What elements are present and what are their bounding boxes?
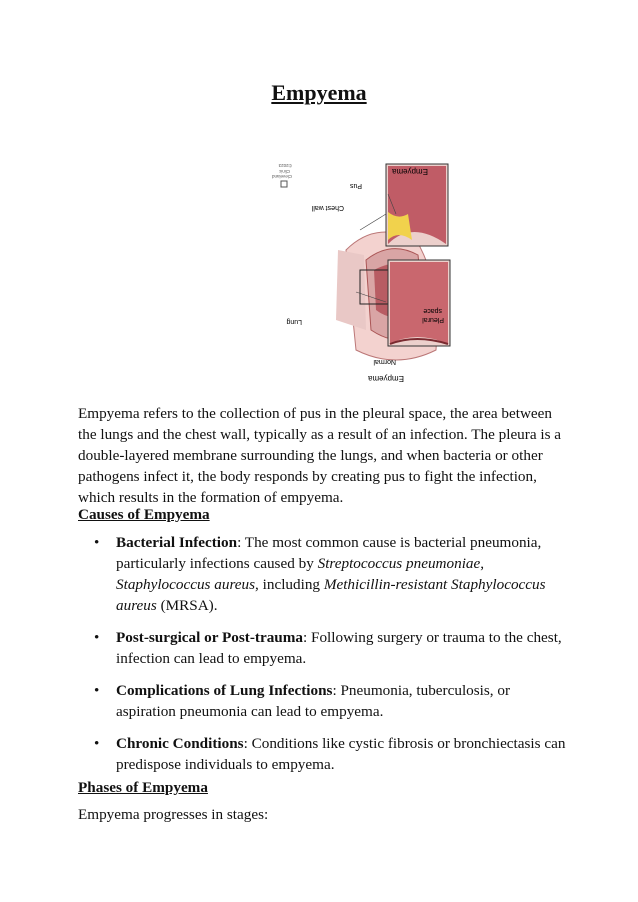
empyema-illustration [271, 160, 456, 390]
list-item: • Complications of Lung Infections: Pneumonia, tuberculosis, or aspiration pneumonia can lead to empyema. [94, 682, 511, 720]
svg-text:Clinic: Clinic [278, 169, 290, 174]
list-item: • Post-surgical or Post-trauma: Following surgery or trauma to the chest, infection can lead to empyema. [94, 629, 562, 667]
causes-heading: Causes of Empyema [78, 506, 210, 523]
phases-heading: Phases of Empyema [78, 779, 208, 796]
cause-term: Post-surgical or Post-trauma [116, 629, 303, 646]
cause-term: Bacterial Infection [116, 534, 238, 551]
label-pus: Pus [349, 182, 362, 189]
label-pleural: Pleural [422, 316, 444, 323]
bullet-icon: • [94, 682, 100, 699]
bullet-icon: • [94, 735, 100, 752]
label-empyema-top: Empyema [391, 167, 428, 176]
label-chest-wall: Chest wall [311, 204, 344, 211]
svg-text:©2023: ©2023 [278, 163, 292, 168]
cause-term: Chronic Conditions [116, 735, 244, 752]
list-item: • Chronic Conditions: Conditions like cystic fibrosis or bronchiectasis can predispose individuals to empyema. [94, 735, 566, 773]
normal-inset [388, 260, 450, 346]
cause-term: Complications of Lung Infections [116, 682, 333, 699]
label-empyema-bottom: Empyema [367, 374, 404, 383]
intro-paragraph: Empyema refers to the collection of pus in the pleural space, the area between the lungs and the chest wall, typically as a result of an infection. The pleura is a double-layered membrane surrounding the lungs, and when bacteria or other pathogens infect it, the body responds by creating pus to fight the infection, which results in the formation of empyema. [78, 405, 562, 506]
svg-text:Cleveland: Cleveland [271, 174, 292, 179]
bullet-icon: • [94, 534, 100, 551]
causes-list [78, 532, 568, 786]
bullet-icon: • [94, 629, 100, 646]
label-normal: Normal [373, 358, 396, 365]
label-lung: Lung [286, 318, 302, 325]
phases-intro: Empyema progresses in stages: [78, 806, 269, 823]
document-title: Empyema [271, 80, 367, 105]
list-item: • Bacterial Infection: The most common cause is bacterial pneumonia, particularly infections caused by Streptococcus pneumoniae, Staphylococcus aureus, including Methicillin-resistant Staphylococcus aureus (MRSA). [94, 534, 546, 614]
label-space: space [423, 307, 442, 314]
